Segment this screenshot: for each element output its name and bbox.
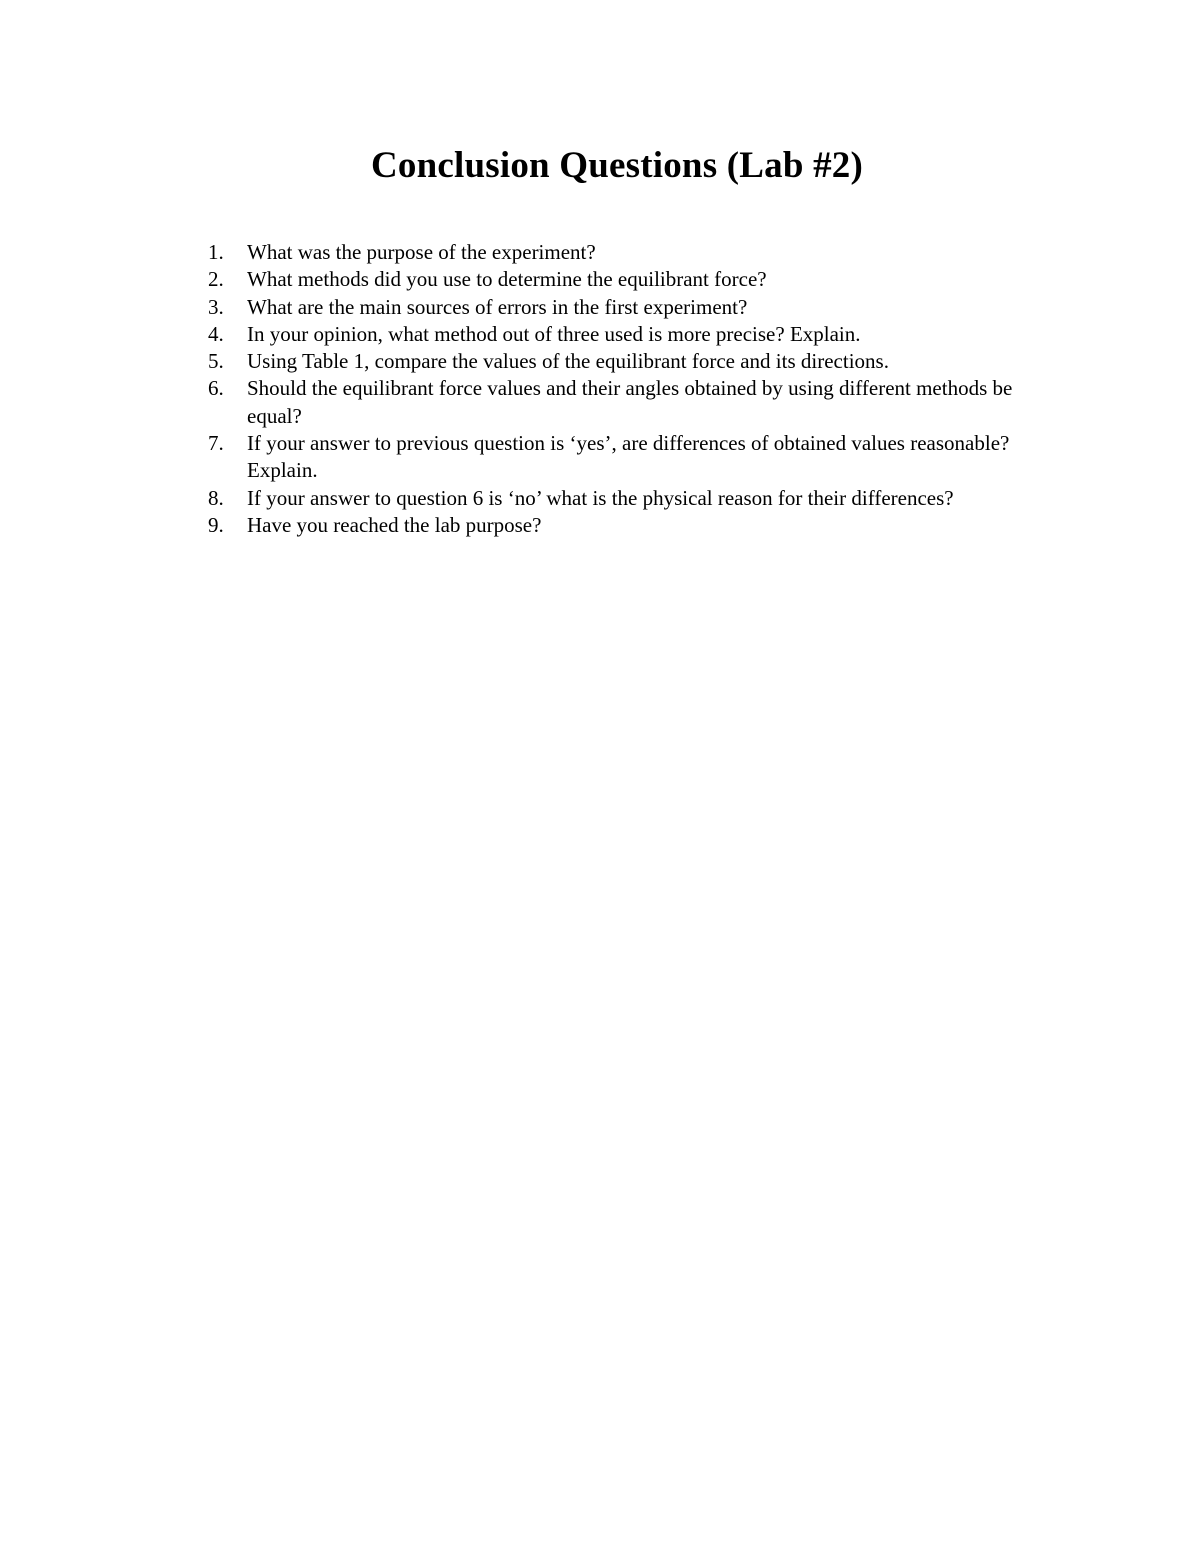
question-item-6	[208, 375, 1068, 430]
question-text: What are the main sources of errors in the first experiment?	[247, 294, 748, 319]
question-text: If your answer to previous question is ‘yes’, are differences of obtained values reasonable? Explain.	[247, 431, 1010, 483]
question-list	[208, 239, 1068, 539]
question-number: 8.	[208, 485, 224, 510]
question-item-8	[208, 485, 1068, 512]
question-number: 1.	[208, 240, 224, 264]
question-number: 6.	[208, 376, 224, 401]
question-item-5	[208, 348, 1068, 375]
question-number: 7.	[208, 431, 224, 456]
question-text: What was the purpose of the experiment?	[247, 240, 596, 264]
question-number: 2.	[208, 267, 224, 292]
question-text: What methods did you use to determine the equilibrant force?	[247, 267, 767, 292]
question-item-3	[208, 294, 1068, 321]
page-title: Conclusion Questions (Lab #2)	[370, 145, 864, 186]
question-item-2	[208, 266, 1068, 293]
question-text: If your answer to question 6 is ‘no’ what is the physical reason for their differences?	[247, 485, 954, 510]
question-item-4	[208, 321, 1068, 348]
question-text: Using Table 1, compare the values of the equilibrant force and its directions.	[247, 349, 889, 374]
question-item-1	[208, 239, 1068, 266]
question-number: 3.	[208, 294, 224, 319]
question-text: In your opinion, what method out of three used is more precise? Explain.	[247, 321, 861, 346]
question-item-9	[208, 512, 1068, 539]
question-number: 5.	[208, 349, 224, 374]
question-text: Should the equilibrant force values and their angles obtained by using different methods be equal?	[247, 376, 1013, 428]
question-text: Have you reached the lab purpose?	[247, 512, 542, 537]
question-number: 9.	[208, 512, 224, 537]
question-item-7	[208, 430, 1068, 485]
question-number: 4.	[208, 321, 224, 346]
